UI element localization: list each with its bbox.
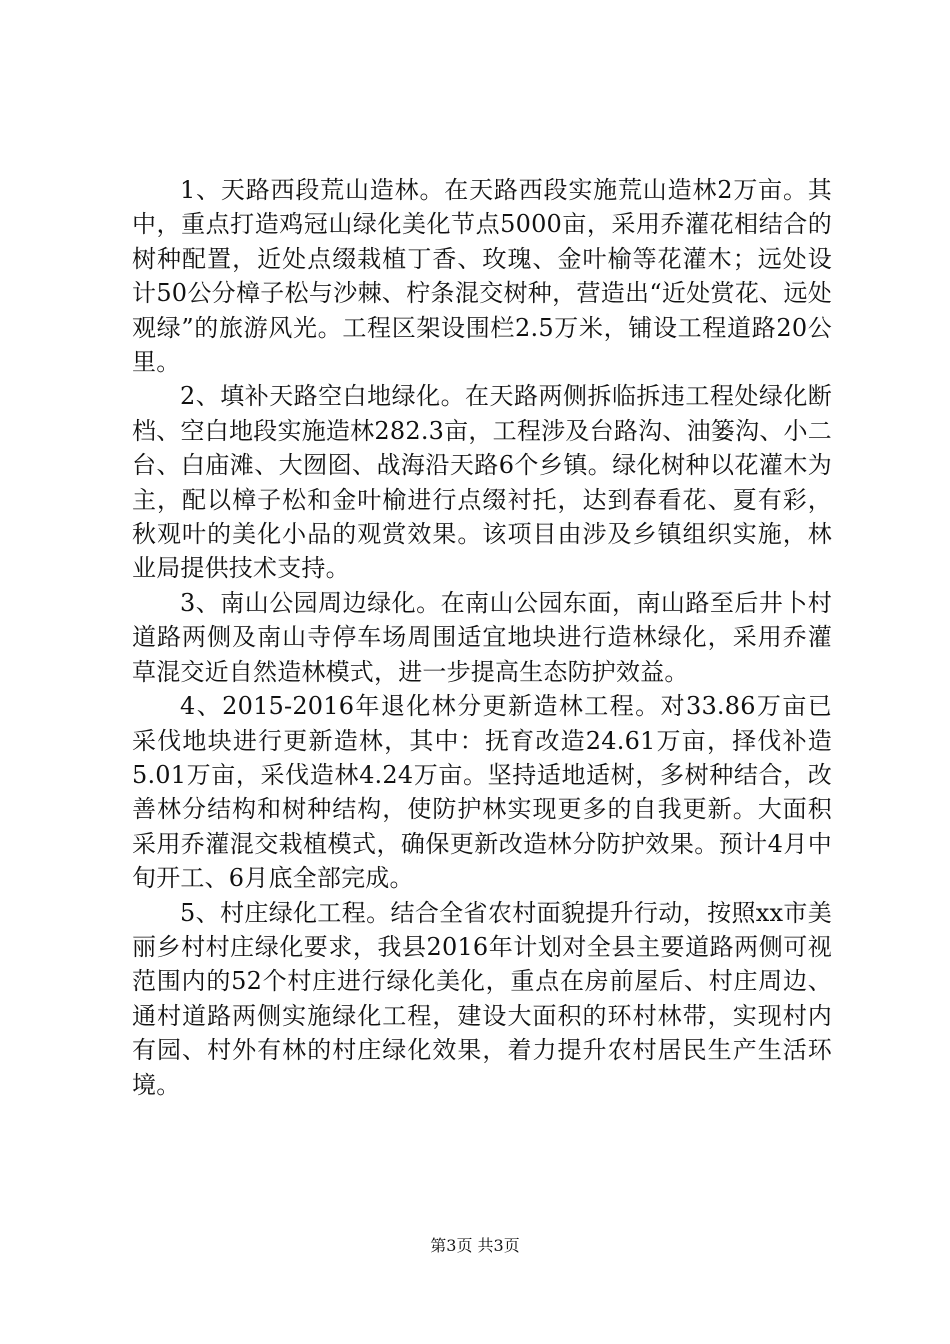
page-footer: 第3页 共3页 xyxy=(430,1236,520,1255)
document-body xyxy=(132,173,832,1102)
paragraph-1: 1、天路西段荒山造林。在天路西段实施荒山造林2万亩。其中，重点打造鸡冠山绿化美化节点5000亩，采用乔灌花相结合的树种配置，近处点缀栽植丁香、玫瑰、金叶榆等花灌木；远处设计50公分樟子松与沙棘、柠条混交树种，营造出“近处赏花、远处观绿”的旅游风光。工程区架设围栏2.5万米，铺设工程道路20公里。 xyxy=(132,176,832,377)
paragraph-3: 3、南山公园周边绿化。在南山公园东面，南山路至后井卜村道路两侧及南山寺停车场周围适宜地块进行造林绿化，采用乔灌草混交近自然造林模式，进一步提高生态防护效益。 xyxy=(132,588,832,686)
paragraph-4: 4、2015-2016年退化林分更新造林工程。对33.86万亩已采伐地块进行更新造林，其中：抚育改造24.61万亩，择伐补造5.01万亩，采伐造林4.24万亩。坚持适地适树，多树种结合，改善林分结构和树种结构，使防护林实现更多的自我更新。大面积采用乔灌混交栽植模式，确保更新改造林分防护效果。预计4月中旬开工、6月底全部完成。 xyxy=(132,692,832,893)
paragraph-2: 2、填补天路空白地绿化。在天路两侧拆临拆违工程处绿化断档、空白地段实施造林282.3亩，工程涉及台路沟、油篓沟、小二台、白庙滩、大囫囵、战海沿天路6个乡镇。绿化树种以花灌木为主，配以樟子松和金叶榆进行点缀衬托，达到春看花、夏有彩，秋观叶的美化小品的观赏效果。该项目由涉及乡镇组织实施，林业局提供技术支持。 xyxy=(132,382,832,583)
paragraph-5: 5、村庄绿化工程。结合全省农村面貌提升行动，按照xx市美丽乡村村庄绿化要求，我县2016年计划对全县主要道路两侧可视范围内的52个村庄进行绿化美化，重点在房前屋后、村庄周边、通村道路两侧实施绿化工程，建设大面积的环村林带，实现村内有园、村外有林的村庄绿化效果，着力提升农村居民生产生活环境。 xyxy=(132,898,832,1099)
